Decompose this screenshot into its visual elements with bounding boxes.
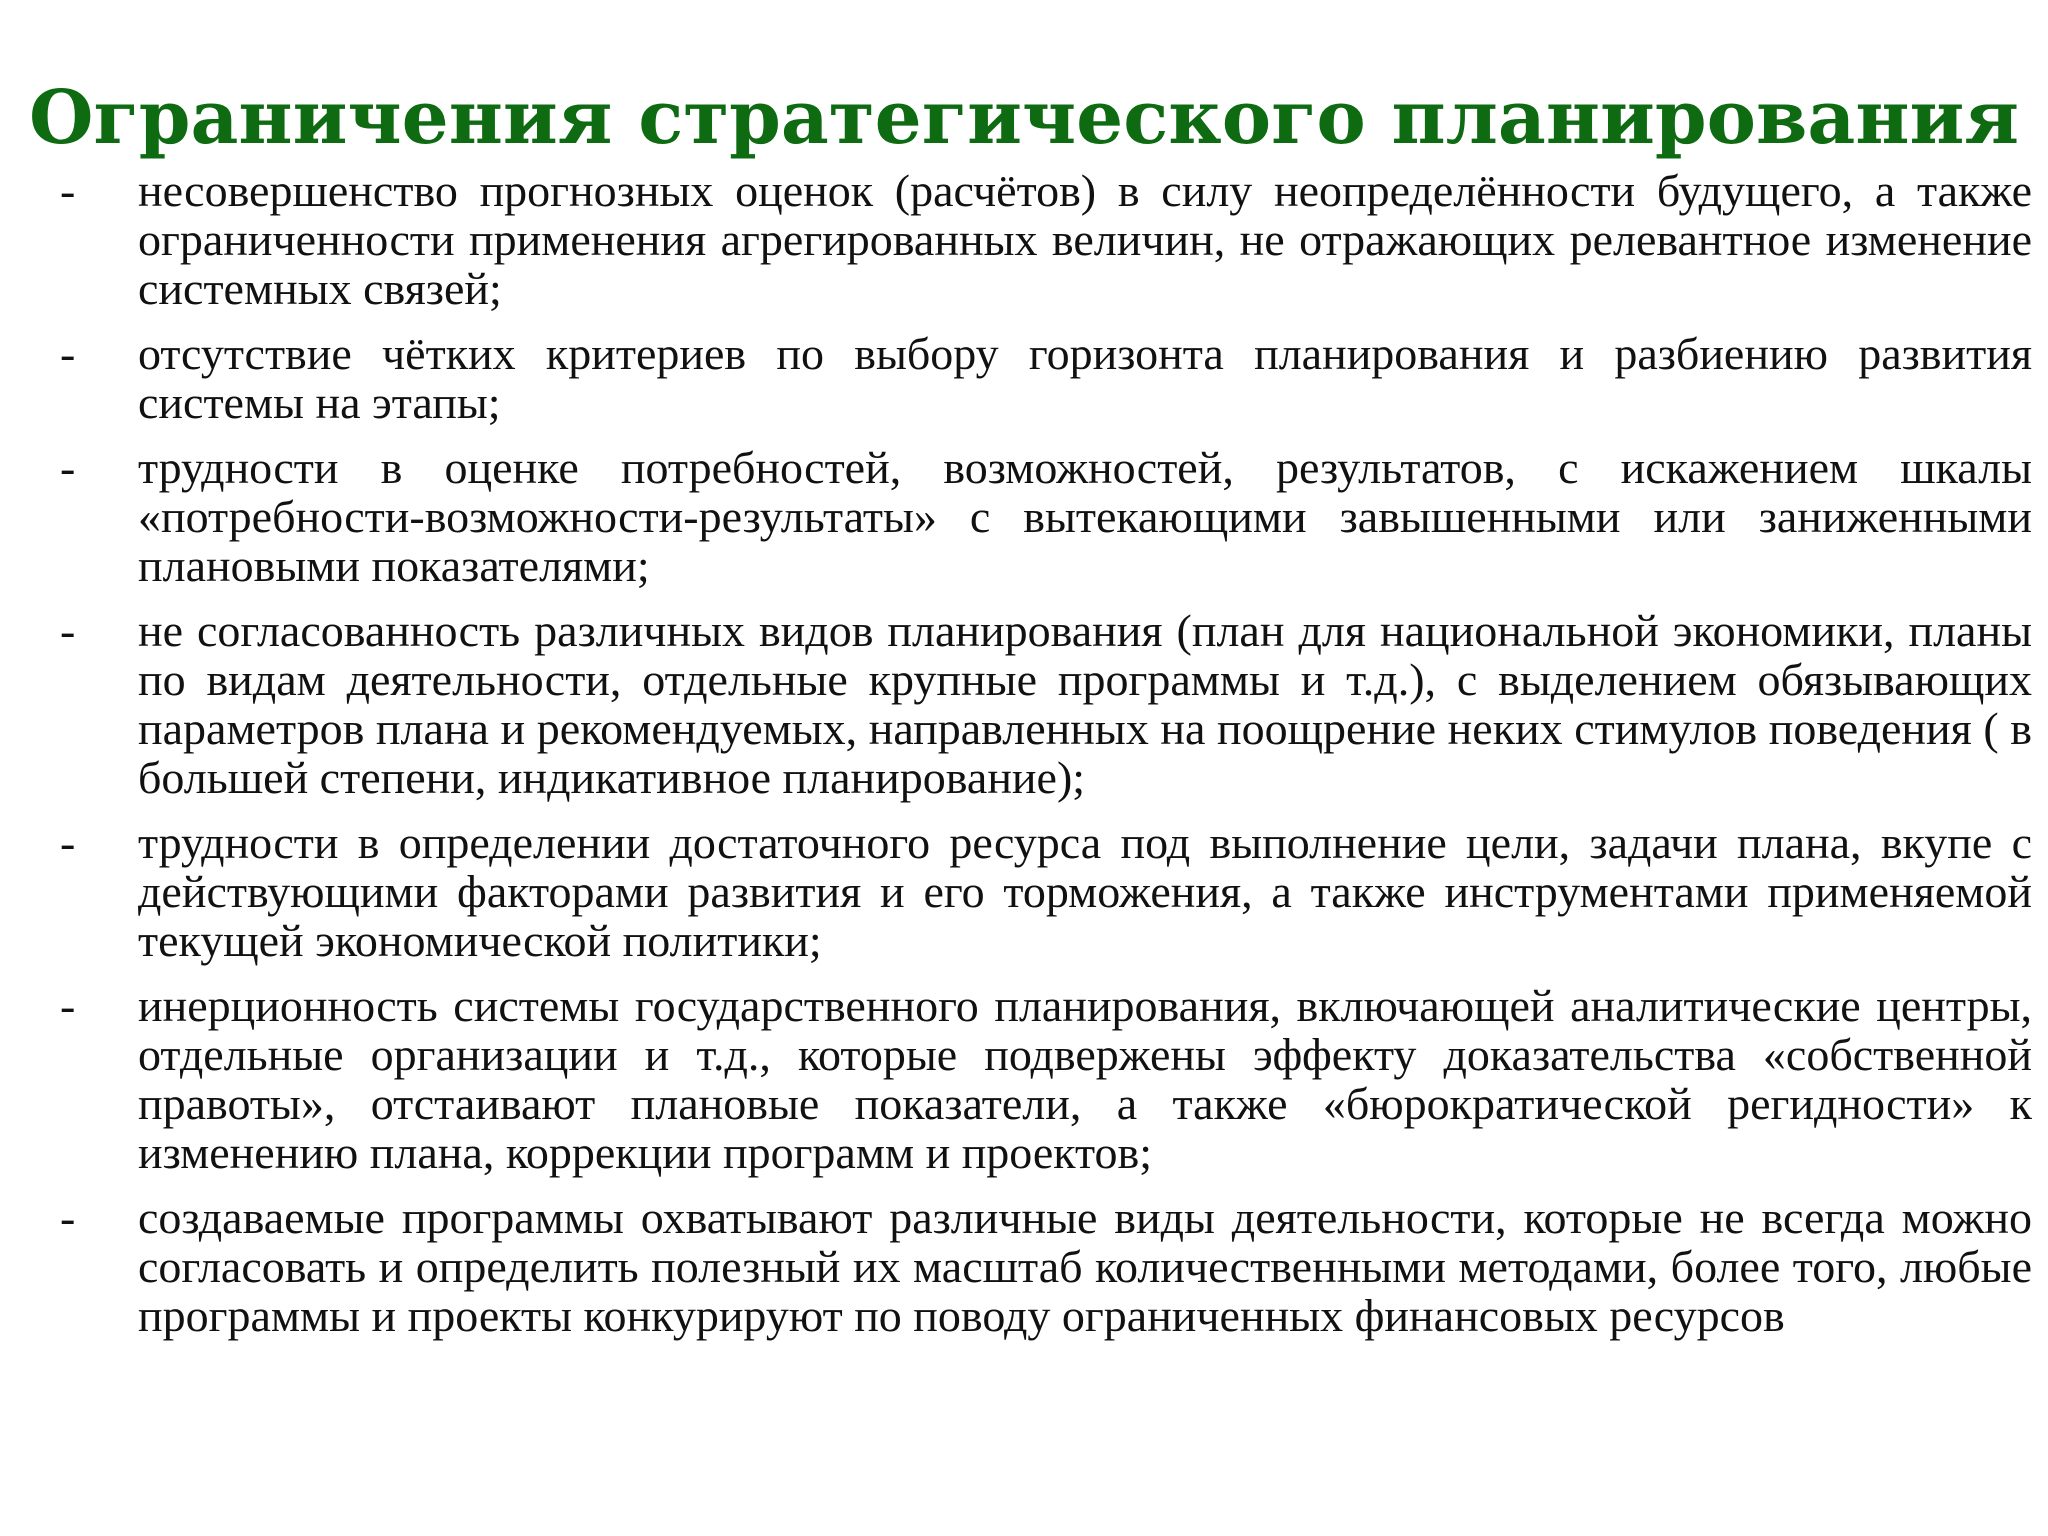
list-item <box>60 1193 2032 1340</box>
list-item <box>60 329 2032 427</box>
list-item <box>60 443 2032 590</box>
bullet-dash: - <box>60 328 76 379</box>
list-item-text: инерционность системы государственного планирования, включающей аналитические центры, отдельные организации и т.д., которые подвержены эффекту доказательства «собственной правоты», отстаивают плановые показатели, а также «бюрократической регидности» к изменению плана, коррекции программ и проектов; <box>138 980 2032 1178</box>
bullet-dash: - <box>60 817 76 868</box>
list-item-text: трудности в определении достаточного ресурса под выполнение цели, задачи плана, вкупе с действующими факторами развития и его торможения, а также инструментами применяемой текущей экономической политики; <box>138 817 2032 966</box>
list-item-text: создаваемые программы охватывают различные виды деятельности, которые не всегда можно согласовать и определить полезный их масштаб количественными методами, более того, любые программы и проекты конкурируют по поводу ограниченных финансовых ресурсов <box>138 1192 2032 1341</box>
bullet-dash: - <box>60 980 76 1031</box>
limitations-list <box>60 166 2032 1356</box>
list-item <box>60 166 2032 313</box>
slide-title: Ограничения стратегического планирования <box>28 75 2020 161</box>
list-item <box>60 981 2032 1177</box>
bullet-dash: - <box>60 442 76 493</box>
list-item-text: трудности в оценке потребностей, возможностей, результатов, с искажением шкалы «потребности-возможности-результаты» с вытекающими завышенными или заниженными плановыми показателями; <box>138 442 2032 591</box>
list-item-text: не согласованность различных видов планирования (план для национальной экономики, планы по видам деятельности, отдельные крупные программы и т.д.), с выделением обязывающих параметров плана и рекомендуемых, направленных на поощрение неких стимулов поведения ( в большей степени, индикативное планирование); <box>138 605 2032 803</box>
list-item <box>60 818 2032 965</box>
bullet-dash: - <box>60 605 76 656</box>
list-item-text: отсутствие чётких критериев по выбору горизонта планирования и разбиению развития системы на этапы; <box>138 328 2032 428</box>
list-item <box>60 606 2032 802</box>
bullet-dash: - <box>60 1192 76 1243</box>
bullet-dash: - <box>60 165 76 216</box>
list-item-text: несовершенство прогнозных оценок (расчётов) в силу неопределённости будущего, а также ограниченности применения агрегированных величин, не отражающих релевантное изменение системных связей; <box>138 165 2032 314</box>
